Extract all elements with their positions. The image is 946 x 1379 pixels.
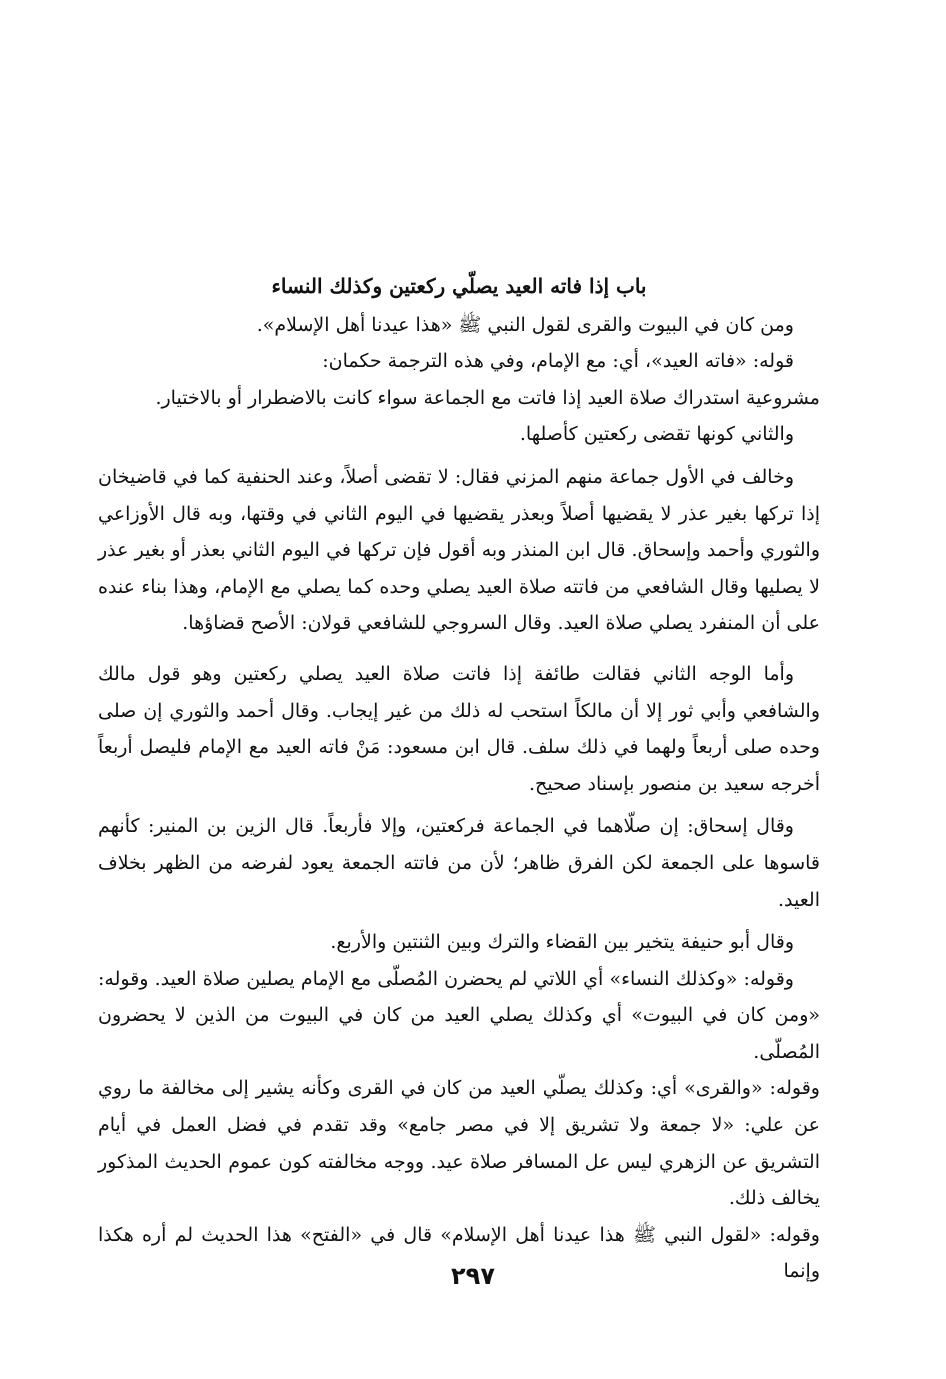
paragraph-villages: وقوله: «والقرى» أي: وكذلك يصلّي العيد من كان في القرى وكأنه يشير إلى مخالفة ما روي عن علي: «لا جمعة ولا تشريق إلا في مصر جامع» وقد تقدم في فضل العمل في أيام التشريق عن الزهري ليس عل المسافر صلاة عيد. ووجه مخالفته كون عموم الحديث المذكور يخالف ذلك. <box>98 1077 820 1210</box>
paragraph-ruling-one: مشروعية استدراك صلاة العيد إذا فاتت مع الجماعة سواء كانت بالاضطرار أو بالاختيار. <box>155 386 820 409</box>
paragraph-women: وقوله: «وكذلك النساء» أي اللاتي لم يحضرن المُصلّى مع الإمام يصلين صلاة العيد. وقوله: «ومن كان في البيوت» أي وكذلك يصلي العيد من كان في البيوت من الذين لا يحضرون المُصلّى. <box>98 967 820 1063</box>
paragraph-abu-hanifa: وقال أبو حنيفة يتخير بين القضاء والترك وبين الثنتين والأربع. <box>330 931 794 954</box>
paragraph-ruling-two: والثاني كونها تقضى ركعتين كأصلها. <box>519 423 794 446</box>
page-body <box>98 268 820 1290</box>
paragraph-intro: ومن كان في البيوت والقرى لقول النبي ﷺ «هذا عيدنا أهل الإسلام». <box>256 313 794 336</box>
page-number: ٢٩٧ <box>451 1262 495 1290</box>
paragraph-prophet-saying: وقوله: «لقول النبي ﷺ هذا عيدنا أهل الإسلام» قال في «الفتح» هذا الحديث لم أره هكذا وإنما <box>98 1223 820 1283</box>
spacer <box>98 642 820 656</box>
chapter-title: باب إذا فاته العيد يصلّي ركعتين وكذلك النساء <box>271 274 647 298</box>
paragraph-commentary-start: قوله: «فاته العيد»، أي: مع الإمام، وفي هذه الترجمة حكمان: <box>322 350 794 373</box>
paragraph-ishaq: وقال إسحاق: إن صلّاهما في الجماعة فركعتين، وإلا فأربعاً. قال الزين بن المنير: كأنهم قاسوها على الجمعة لكن الفرق ظاهر؛ لأن من فاتته الجمعة يعود لفرضه من الظهر بخلاف العيد. <box>98 815 820 911</box>
paragraph-second-aspect: وأما الوجه الثاني فقالت طائفة إذا فاتت صلاة العيد يصلي ركعتين وهو قول مالك والشافعي وأبي ثور إلا أن مالكاً استحب له ذلك من غير إيجاب. وقال أحمد والثوري إن صلى وحده صلى أربعاً ولهما في ذلك سلف. قال ابن مسعود: مَنْ فاته العيد مع الإمام فليصل أربعاً أخرجه سعيد بن منصور بإسناد صحيح. <box>98 662 820 795</box>
paragraph-first-opinion: وخالف في الأول جماعة منهم المزني فقال: لا تقضى أصلاً، وعند الحنفية كما في قاضيخان إذا تركها بغير عذر لا يقضيها أصلاً وبعذر يقضيها في اليوم الثاني في وقتها، وبه قال الأوزاعي والثوري وأحمد وإسحاق. قال ابن المنذر وبه أقول فإن تركها في اليوم الثاني بعذر أو بغير عذر لا يصليها وقال الشافعي من فاتته صلاة العيد يصلي وحده كما يصلي مع الإمام، وهذا بناء عنده على أن المنفرد يصلي صلاة العيد. وقال السروجي للشافعي قولان: الأصح قضاؤها. <box>98 465 820 635</box>
